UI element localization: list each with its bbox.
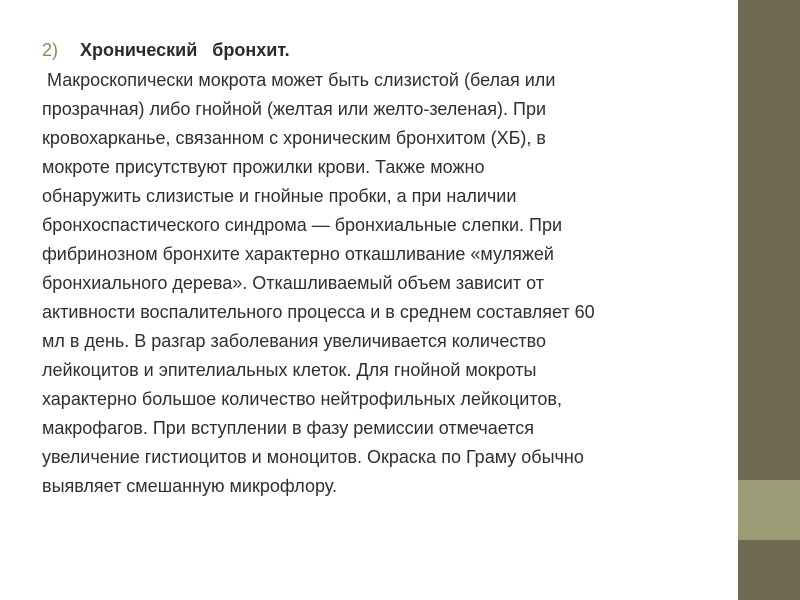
sidebar-accent-block — [738, 480, 800, 540]
list-number: 2) — [42, 40, 59, 60]
heading-title: Хронический бронхит. — [80, 40, 290, 60]
list-heading — [42, 36, 726, 64]
body-paragraph: Макроскопически мокрота может быть слизистой (белая или прозрачная) либо гнойной (желтая или желто-зеленая). При кровохарканье, связанном с хроническим бронхитом (ХБ), в мокроте присутствуют прожилки крови. Также можно обнаружить слизистые и гнойные пробки, а при наличии бронхоспастического синдрома — бронхиальные слепки. При фибринозном бронхите характерно откашливание «муляжей бронхиального дерева». Откашливаемый объем зависит от активности воспалительного процесса и в среднем составляет 60 мл в день. В разгар заболевания увеличивается количество лейкоцитов и эпителиальных клеток. Для гнойной мокроты характерно большое количество нейтрофильных лейкоцитов, макрофагов. При вступлении в фазу ремиссии отмечается увеличение гистиоцитов и моноцитов. Окраска по Граму обычно выявляет смешанную микрофлору. — [42, 70, 595, 496]
slide-content — [42, 36, 726, 501]
